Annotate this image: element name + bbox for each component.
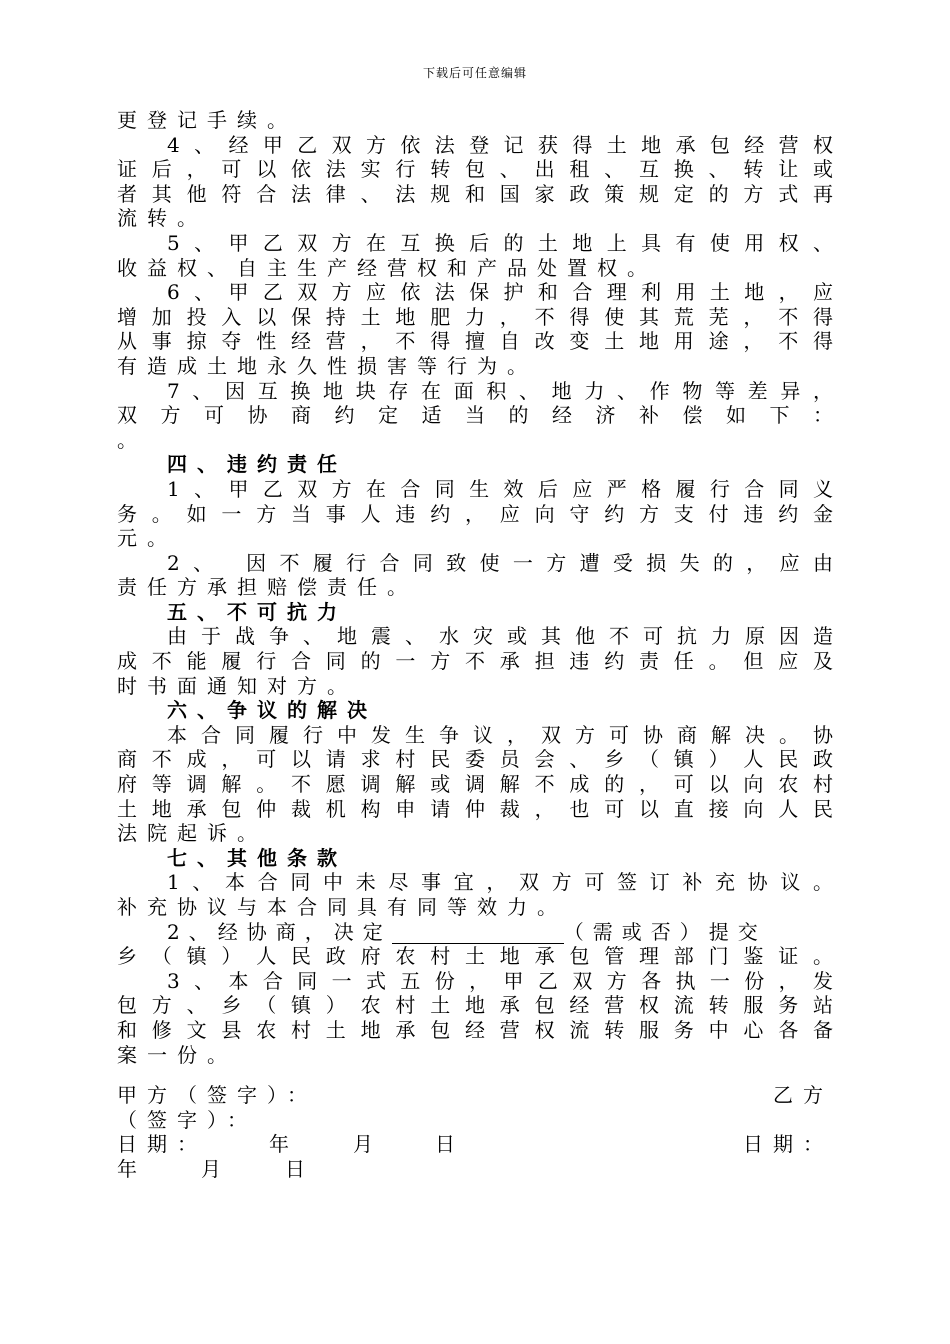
paragraph-line: 3、本合同一式五份，甲乙双方各执一份，发: [167, 968, 833, 993]
date-month-b: 月: [201, 1156, 221, 1181]
date-year-b: 年: [117, 1156, 137, 1181]
date-row: [117, 1132, 833, 1157]
fill-in-blank[interactable]: [392, 925, 564, 944]
paragraph-line: 5、甲乙双方在互换后的土地上具有使用权、: [167, 230, 833, 255]
signature-row: [117, 1108, 833, 1133]
date-month-a: 月: [353, 1132, 373, 1157]
paragraph-line: 时书面通知对方。: [117, 673, 357, 698]
paragraph-line: 。: [117, 427, 137, 452]
paragraph-line: 增加投入以保持土地肥力，不得使其荒芜，不得: [117, 304, 833, 329]
signature-row: [117, 1083, 833, 1108]
section-heading-other-terms: 七、其他条款: [167, 845, 347, 870]
paragraph-line: 本合同履行中发生争议，双方可协商解决。协: [167, 722, 833, 747]
paragraph-line: 责任方承担赔偿责任。: [117, 575, 417, 600]
party-b-signature-label-cont: （签字）：: [117, 1107, 257, 1132]
date-label-b: 日期：: [743, 1132, 833, 1157]
paragraph-line: 包方、乡（镇）农村土地承包经营权流转服务站: [117, 993, 833, 1018]
paragraph-line: 由于战争、地震、水灾或其他不可抗力原因造: [167, 624, 833, 649]
paragraph-line: 双方可协商约定适当的经济补偿如下：: [117, 403, 833, 428]
contract-body: [117, 108, 833, 1182]
paragraph-line: 务。如一方当事人违约，应向守约方支付违约金: [117, 501, 833, 526]
date-day-b: 日: [285, 1156, 305, 1181]
paragraph-line: 流转。: [117, 206, 207, 231]
paragraph-line: 补充协议与本合同具有同等效力。: [117, 895, 567, 919]
paragraph-line: 商不成，可以请求村民委员会、乡（镇）人民政: [117, 747, 833, 772]
page-header: 下载后可任意编辑: [422, 66, 527, 80]
paragraph-line: 更登记手续。: [117, 108, 297, 132]
paragraph-line: 7、因互换地块存在面积、地力、作物等差异，: [167, 378, 833, 403]
paragraph-line: 6、甲乙双方应依法保护和合理利用土地，应: [167, 280, 833, 305]
paragraph-line: 和修文县农村土地承包经营权流转服务中心各备: [117, 1017, 833, 1042]
paragraph-line: 2、 因不履行合同致使一方遭受损失的，应由: [167, 550, 833, 575]
paragraph-line: 1、甲乙双方在合同生效后应严格履行合同义: [167, 476, 833, 501]
clause-text: 2、经协商，决定: [167, 919, 392, 944]
date-label-a: 日期：: [117, 1132, 207, 1157]
paragraph-line: 收益权、自主生产经营权和产品处置权。: [117, 255, 657, 280]
paragraph-line: 元。: [117, 526, 177, 551]
date-year-a: 年: [269, 1132, 289, 1157]
paragraph-line: 成不能履行合同的一方不承担违约责任。但应及: [117, 649, 833, 674]
paragraph-line: 4、经甲乙双方依法登记获得土地承包经营权: [167, 132, 833, 157]
clause-text: （需或否）提交: [563, 919, 767, 944]
party-a-signature-label: 甲方（签字）：: [117, 1083, 317, 1108]
paragraph-line: 府等调解。不愿调解或调解不成的，可以向农村: [117, 772, 833, 797]
paragraph-line: 乡（镇）人民政府农村土地承包管理部门鉴证。: [117, 944, 833, 969]
date-day-a: 日: [435, 1132, 455, 1157]
date-row: [117, 1157, 833, 1182]
paragraph-line: [117, 920, 833, 945]
paragraph-line: 法院起诉。: [117, 821, 267, 846]
paragraph-line: 土地承包仲裁机构申请仲裁，也可以直接向人民: [117, 796, 833, 821]
paragraph-line: 有造成土地永久性损害等行为。: [117, 353, 537, 378]
paragraph-line: 从事掠夺性经营，不得擅自改变土地用途，不得: [117, 329, 833, 354]
section-heading-force-majeure: 五、不可抗力: [167, 599, 347, 624]
paragraph-line: 者其他符合法律、法规和国家政策规定的方式再: [117, 181, 833, 206]
section-heading-dispute: 六、争议的解决: [167, 698, 377, 723]
section-heading-breach: 四、违约责任: [167, 452, 347, 477]
party-b-signature-label: 乙方: [773, 1083, 833, 1108]
paragraph-line: 证后，可以依法实行转包、出租、互换、转让或: [117, 157, 833, 182]
paragraph-line: 案一份。: [117, 1042, 237, 1067]
paragraph-line: 1、本合同中未尽事宜，双方可签订补充协议。: [167, 870, 833, 895]
spacer: [117, 1067, 833, 1083]
